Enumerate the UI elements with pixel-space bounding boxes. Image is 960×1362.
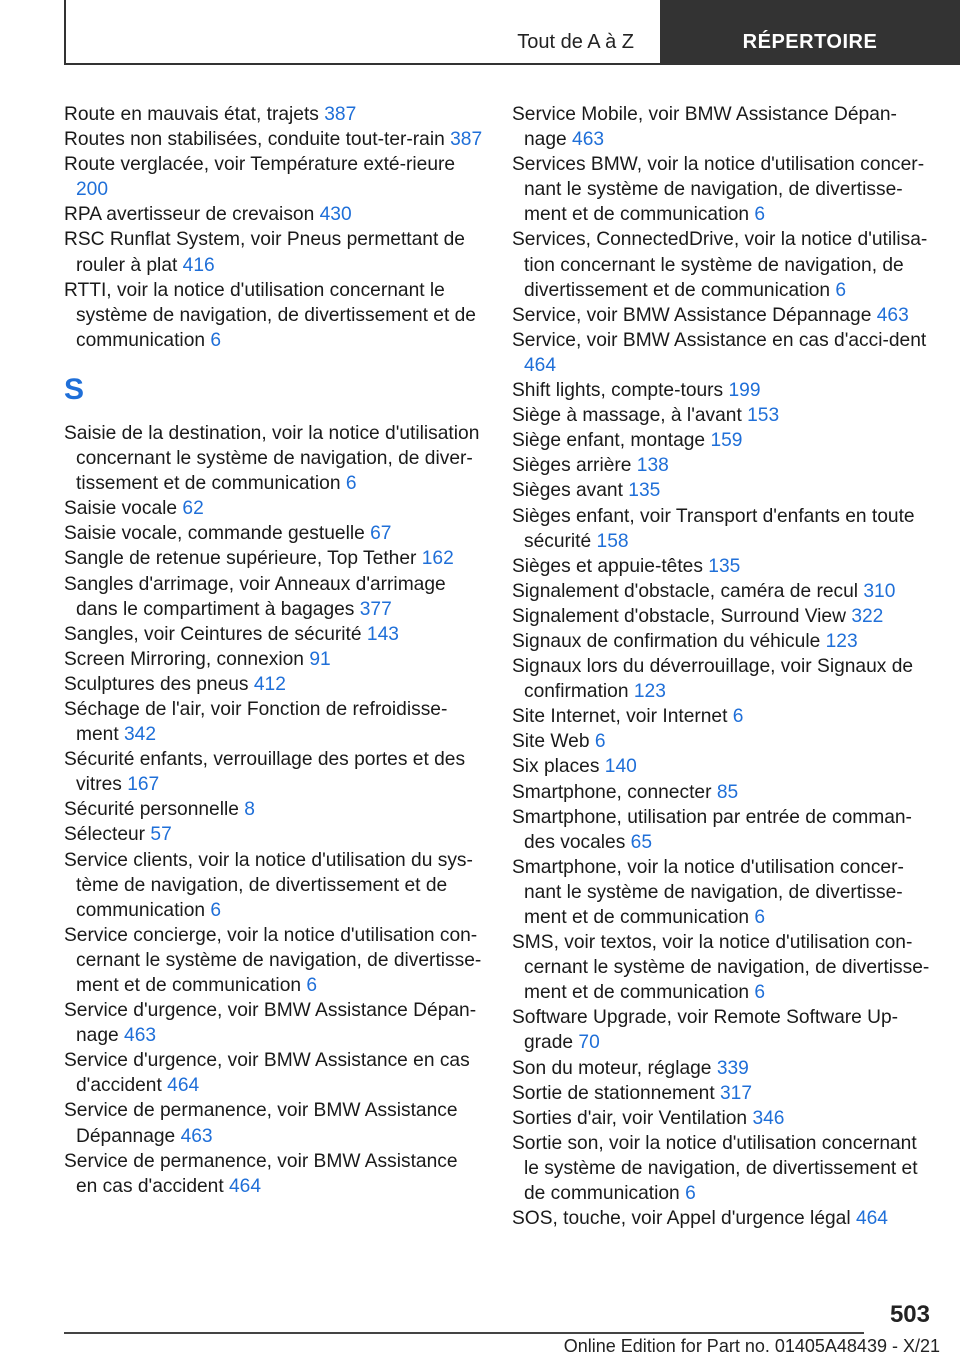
index-entry-text: Service de permanence, voir BMW Assistance en cas d'accident [64,1150,458,1197]
section-tab: RÉPERTOIRE [660,0,960,65]
index-entry-text: Saisie vocale [64,498,178,520]
index-entry-text: Route verglacée, voir Température exté-rieure [64,154,456,176]
index-entry-text: Saisie de la destination, voir la notice d'utilisation concernant le système de navigation, de diver-tissement et de communication [64,422,480,495]
index-entry [64,622,484,647]
index-entry [512,604,932,629]
index-entry-text: Sangles, voir Ceintures de sécurité [64,623,362,645]
index-entry [64,227,484,277]
footer-edition: Online Edition for Part no. 01405A48439 - X/21 [563,1336,940,1356]
index-entry [512,453,932,478]
index-entry-text: SMS, voir textos, voir la notice d'utilisation con-cernant le système de navigation, de divertisse-ment et de communication [512,932,930,1004]
breadcrumb: Tout de A à Z [517,31,634,53]
index-entry [64,1149,484,1199]
page-reference-link[interactable]: 6 [594,731,606,753]
index-entry [512,629,932,654]
page-reference-link[interactable]: 167 [127,774,160,796]
index-entry-text: Séchage de l'air, voir Fonction de refroidisse-ment [64,698,448,746]
index-entry-text: Service Mobile, voir BMW Assistance Dépan-nage [512,104,897,151]
page-reference-link[interactable]: 91 [309,648,331,670]
index-entry-text: Signaux lors du déverrouillage, voir Signaux de confirmation [512,656,914,703]
index-entry-text: Sièges avant [512,480,623,502]
page-reference-link[interactable]: 143 [366,623,399,645]
index-entry [64,797,484,822]
page-reference-link[interactable]: 57 [150,824,172,846]
page-reference-link[interactable]: 463 [572,129,605,151]
page-reference-link[interactable]: 6 [306,975,318,996]
index-entry [512,227,932,302]
index-entry-text: SOS, touche, voir Appel d'urgence légal [512,1208,851,1230]
index-group-s [64,421,484,1199]
page-reference-link[interactable]: 135 [708,555,741,577]
page-reference-link[interactable]: 430 [319,204,352,226]
page-reference-link[interactable]: 317 [720,1082,753,1104]
index-column-left [64,102,484,1199]
page-reference-link[interactable]: 377 [359,598,392,620]
page-reference-link[interactable]: 463 [180,1125,213,1147]
index-letter-heading: S [64,372,85,406]
index-entry [512,1056,932,1081]
page-number: 503 [889,1301,930,1328]
page-reference-link[interactable]: 464 [524,354,557,376]
index-entry-text: Sangles d'arrimage, voir Anneaux d'arrimage dans le compartiment à bagages [64,573,446,620]
index-entry-text: Services, ConnectedDrive, voir la notice d'utilisa-tion concernant le système de navigation, de divertissement et de communication [512,229,928,301]
index-entry [64,278,484,353]
page-reference-link[interactable]: 6 [835,279,847,301]
index-entry-text: Sièges enfant, voir Transport d'enfants en toute sécurité [512,505,915,552]
index-entry-text: Sécurité enfants, verrouillage des portes et des vitres [64,749,466,796]
index-entry-text: Screen Mirroring, connexion [64,648,304,670]
page-reference-link[interactable]: 8 [244,799,255,821]
page-reference-link[interactable]: 463 [124,1025,157,1047]
index-entry [512,428,932,453]
index-entry [64,747,484,797]
index-entry [512,754,932,779]
page-reference-link[interactable]: 464 [167,1075,200,1097]
index-entry-text: Service clients, voir la notice d'utilisation du sys-tème de navigation, de divertissement et de communication [64,849,473,921]
index-group-s-continued [512,102,932,1231]
page-reference-link[interactable]: 153 [747,405,780,427]
page-reference-link[interactable]: 464 [855,1208,888,1230]
index-entry [64,848,484,923]
index-entry-text: Service d'urgence, voir BMW Assistance Dépan-nage [64,1000,477,1047]
page-reference-link[interactable]: 6 [754,907,766,928]
index-entry-text: Siège à massage, à l'avant [512,405,742,427]
page-reference-link[interactable]: 200 [76,179,109,201]
index-entry [512,152,932,227]
page-reference-link[interactable]: 346 [752,1107,785,1129]
page-reference-link[interactable]: 65 [630,831,653,853]
index-entry [512,930,932,1005]
index-entry [64,923,484,998]
index-entry [64,202,484,227]
index-entry [64,127,484,152]
page-reference-link[interactable]: 123 [825,630,858,652]
index-entry-text: Siège enfant, montage [512,430,706,452]
page-reference-link[interactable]: 322 [851,605,884,627]
page-reference-link[interactable]: 463 [876,304,909,326]
index-entry-text: RPA avertisseur de crevaison [64,204,315,226]
index-entry-text: Shift lights, compte-tours [512,380,724,402]
index-entry-text: Smartphone, utilisation par entrée de comman-des vocales [512,806,912,853]
index-entry-text: Smartphone, connecter [512,781,712,803]
index-entry-text: Services BMW, voir la notice d'utilisation concer-nant le système de navigation, de divertisse-ment et de communication [512,154,925,226]
index-entry-text: Smartphone, voir la notice d'utilisation concer-nant le système de navigation, de divertisse-ment et de communication [512,856,904,928]
page-reference-link[interactable]: 162 [421,548,454,570]
page-reference-link[interactable]: 85 [716,781,739,803]
index-entry-text: Service de permanence, voir BMW Assistance Dépannage [64,1100,458,1147]
index-entry [512,1131,932,1206]
index-entry-text: Site Web [512,731,590,753]
index-entry-text: Routes non stabilisées, conduite tout-ter-rain [64,129,445,151]
index-entry-text: Service, voir BMW Assistance en cas d'acci-dent [512,329,927,351]
index-entry [64,697,484,747]
index-entry [64,521,484,546]
index-entry-text: Service, voir BMW Assistance Dépannage [512,304,872,326]
index-entry-text: Site Internet, voir Internet [512,706,728,728]
index-entry [512,328,932,378]
page-reference-link[interactable]: 342 [124,724,157,746]
page-reference-link[interactable]: 6 [345,473,357,495]
index-entry-text: Son du moteur, réglage [512,1057,712,1079]
index-entry-text: RTTI, voir la notice d'utilisation concernant le système de navigation, de divertissement et de communication [64,279,476,351]
index-entry [512,102,932,152]
page-reference-link[interactable]: 199 [728,380,761,402]
page-reference-link[interactable]: 62 [182,498,204,520]
index-entry-text: Sélecteur [64,824,146,846]
index-entry [512,1005,932,1055]
index-entry [512,1081,932,1106]
index-entry [512,378,932,403]
index-entry-text: Sorties d'air, voir Ventilation [512,1107,748,1129]
index-entry [512,780,932,805]
index-entry [64,1098,484,1148]
page-reference-link[interactable]: 387 [324,104,357,125]
index-entry-text: Six places [512,756,600,778]
index-entry-text: Sortie de stationnement [512,1082,715,1104]
index-entry-text: Service d'urgence, voir BMW Assistance en cas d'accident [64,1050,470,1097]
index-entry-text: Sangle de retenue supérieure, Top Tether [64,548,417,570]
index-entry-text: Signalement d'obstacle, Surround View [512,605,846,627]
index-entry [512,855,932,930]
index-entry [64,822,484,847]
page-reference-link[interactable]: 123 [633,681,666,703]
footer-rule [64,1332,864,1334]
index-entry [512,1206,932,1231]
index-entry-text: Saisie vocale, commande gestuelle [64,523,365,545]
page-reference-link[interactable]: 70 [578,1032,600,1054]
index-entry [64,546,484,571]
page-reference-link[interactable]: 6 [685,1183,696,1205]
index-entry-text: Service concierge, voir la notice d'utilisation con-cernant le système de navigation, de divertisse-ment et de communication [64,924,482,996]
index-entry-text: Route en mauvais état, trajets [64,104,319,125]
index-entry-text: Sortie son, voir la notice d'utilisation concernant le système de navigation, de divertissement et de communication [512,1132,918,1205]
page-reference-link[interactable]: 6 [732,706,744,728]
index-entry [64,102,484,127]
page-reference-link[interactable]: 6 [754,204,766,226]
page-reference-link[interactable]: 6 [210,329,222,351]
index-entry-text: Software Upgrade, voir Remote Software Up-grade [512,1007,899,1054]
index-entry [64,152,484,202]
index-entry [512,729,932,754]
index-entry [64,1048,484,1098]
index-entry [64,572,484,622]
index-entry [512,1106,932,1131]
index-column-right [512,102,932,1231]
page-reference-link[interactable]: 387 [450,129,483,151]
page-reference-link[interactable]: 6 [754,982,766,1004]
page-reference-link[interactable]: 464 [229,1175,262,1197]
page-reference-link[interactable]: 339 [716,1057,749,1079]
index-entry-text: Sièges et appuie-têtes [512,555,703,577]
index-entry [512,303,932,328]
index-entry [512,654,932,704]
page-reference-link[interactable]: 6 [210,899,222,921]
index-entry-text: RSC Runflat System, voir Pneus permettant de rouler à plat [64,229,465,276]
index-entry [512,403,932,428]
page-reference-link[interactable]: 140 [604,756,637,778]
index-entry [64,496,484,521]
index-entry [512,478,932,503]
index-entry [64,672,484,697]
page-reference-link[interactable]: 416 [182,254,215,276]
page-reference-link[interactable]: 67 [370,523,392,545]
index-entry-text: Signalement d'obstacle, caméra de recul [512,580,859,602]
index-entry-text: Sécurité personnelle [64,799,239,821]
page-reference-link[interactable]: 310 [863,580,896,602]
page-reference-link[interactable]: 412 [253,673,286,695]
index-entry-text: Sièges arrière [512,455,632,477]
page-reference-link[interactable]: 135 [628,480,661,502]
index-group-r [64,102,484,353]
index-entry [512,579,932,604]
index-entry [512,704,932,729]
page-reference-link[interactable]: 159 [710,430,743,452]
page-reference-link[interactable]: 138 [636,455,669,477]
index-entry-text: Sculptures des pneus [64,673,249,695]
page-reference-link[interactable]: 158 [596,530,629,552]
index-entry [64,421,484,496]
page-header [0,0,960,66]
index-entry [64,998,484,1048]
index-entry-text: Signaux de confirmation du véhicule [512,630,821,652]
index-entry [64,647,484,672]
index-entry [512,805,932,855]
index-entry [512,504,932,554]
index-entry [512,554,932,579]
